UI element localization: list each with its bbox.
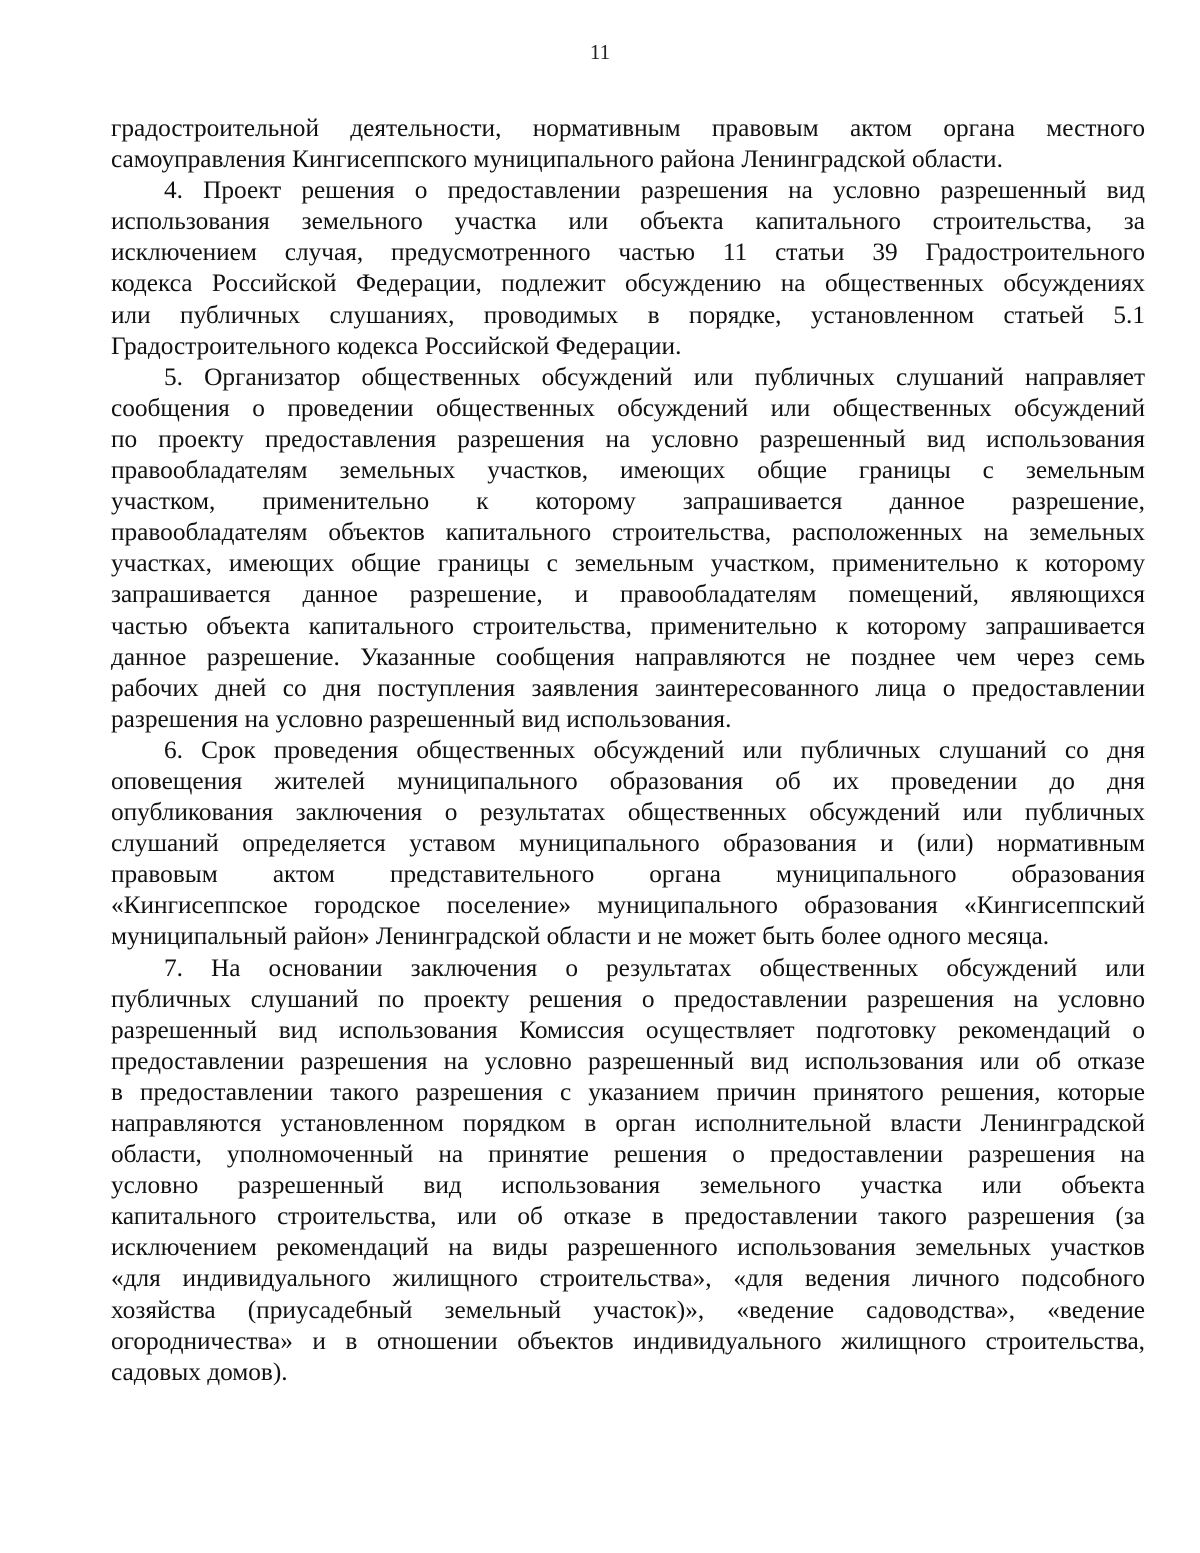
text-line: направляются установленном порядком в орган исполнительной власти Ленинградской (111, 1109, 1145, 1137)
text-line: градостроительной деятельности, нормативным правовым актом органа местного (111, 114, 1145, 142)
paragraph (111, 735, 1145, 953)
paragraph (111, 953, 1145, 1388)
text-line: области, уполномоченный на принятие решения о предоставлении разрешения на (111, 1140, 1145, 1169)
text-line: правовым актом представительного органа муниципального образования (111, 860, 1145, 889)
text-line: исключением случая, предусмотренного частью 11 статьи 39 Градостроительного (111, 238, 1145, 267)
text-line: в предоставлении такого разрешения с указанием причин принятого решения, которые (111, 1077, 1145, 1106)
page-number: 11 (589, 40, 611, 64)
text-line: или публичных слушаниях, проводимых в порядке, установленном статьей 5.1 (111, 300, 1145, 329)
text-line: правообладателям объектов капитального строительства, расположенных на земельных (111, 518, 1145, 547)
text-line: частью объекта капитального строительства, применительно к которому запрашивается (111, 611, 1145, 640)
text-line: разрешения на условно разрешенный вид использования. (111, 704, 732, 733)
text-line: муниципальный район» Ленинградской области и не может быть более одного месяца. (111, 922, 1050, 951)
text-line: использования земельного участка или объекта капитального строительства, за (111, 207, 1145, 236)
text-line: по проекту предоставления разрешения на условно разрешенный вид использования (111, 424, 1145, 453)
text-line: данное разрешение. Указанные сообщения направляются не позднее чем через семь (111, 642, 1145, 671)
text-line: капитального строительства, или об отказе в предоставлении такого разрешения (за (111, 1202, 1145, 1231)
text-line: разрешенный вид использования Комиссия осуществляет подготовку рекомендаций о (111, 1015, 1145, 1044)
text-line: оповещения жителей муниципального образования об их проведении до дня (111, 766, 1145, 795)
text-line: 6. Срок проведения общественных обсуждений или публичных слушаний со дня (164, 735, 1145, 764)
text-line: публичных слушаний по проекту решения о предоставлении разрешения на условно (111, 984, 1145, 1013)
text-line: опубликования заключения о результатах общественных обсуждений или публичных (111, 798, 1145, 827)
text-line: 4. Проект решения о предоставлении разрешения на условно разрешенный вид (164, 176, 1145, 205)
text-line: «Кингисеппское городское поселение» муниципального образования «Кингисеппский (111, 891, 1145, 920)
document-body (111, 113, 1145, 1388)
text-line: предоставлении разрешения на условно разрешенный вид использования или об отказе (111, 1046, 1145, 1075)
text-line: огородничества» и в отношении объектов индивидуального жилищного строительства, (111, 1326, 1145, 1355)
text-line: исключением рекомендаций на виды разрешенного использования земельных участков (111, 1233, 1145, 1262)
text-line: участках, имеющих общие границы с земельным участком, применительно к которому (111, 549, 1145, 578)
text-line: садовых домов). (111, 1357, 288, 1386)
paragraph (111, 113, 1145, 175)
text-line: «для индивидуального жилищного строительства», «для ведения личного подсобного (111, 1264, 1145, 1293)
text-line: условно разрешенный вид использования земельного участка или объекта (111, 1171, 1145, 1200)
text-line: правообладателям земельных участков, имеющих общие границы с земельным (111, 456, 1145, 485)
text-line: сообщения о проведении общественных обсуждений или общественных обсуждений (111, 393, 1145, 422)
text-line: хозяйства (приусадебный земельный участок)», «ведение садоводства», «ведение (111, 1295, 1145, 1324)
text-line: 5. Организатор общественных обсуждений или публичных слушаний направляет (164, 362, 1145, 391)
text-line: кодекса Российской Федерации, подлежит обсуждению на общественных обсуждениях (111, 269, 1145, 298)
text-line: участком, применительно к которому запрашивается данное разрешение, (111, 487, 1145, 516)
text-line: рабочих дней со дня поступления заявления заинтересованного лица о предоставлении (111, 673, 1145, 702)
text-line: 7. На основании заключения о результатах общественных обсуждений или (164, 953, 1145, 982)
text-line: самоуправления Кингисеппского муниципального района Ленинградской области. (111, 145, 1003, 174)
text-line: запрашивается данное разрешение, и правообладателям помещений, являющихся (111, 580, 1145, 609)
paragraph (111, 175, 1145, 362)
paragraph (111, 362, 1145, 735)
text-line: Градостроительного кодекса Российской Федерации. (111, 331, 682, 360)
text-line: слушаний определяется уставом муниципального образования и (или) нормативным (111, 829, 1145, 858)
